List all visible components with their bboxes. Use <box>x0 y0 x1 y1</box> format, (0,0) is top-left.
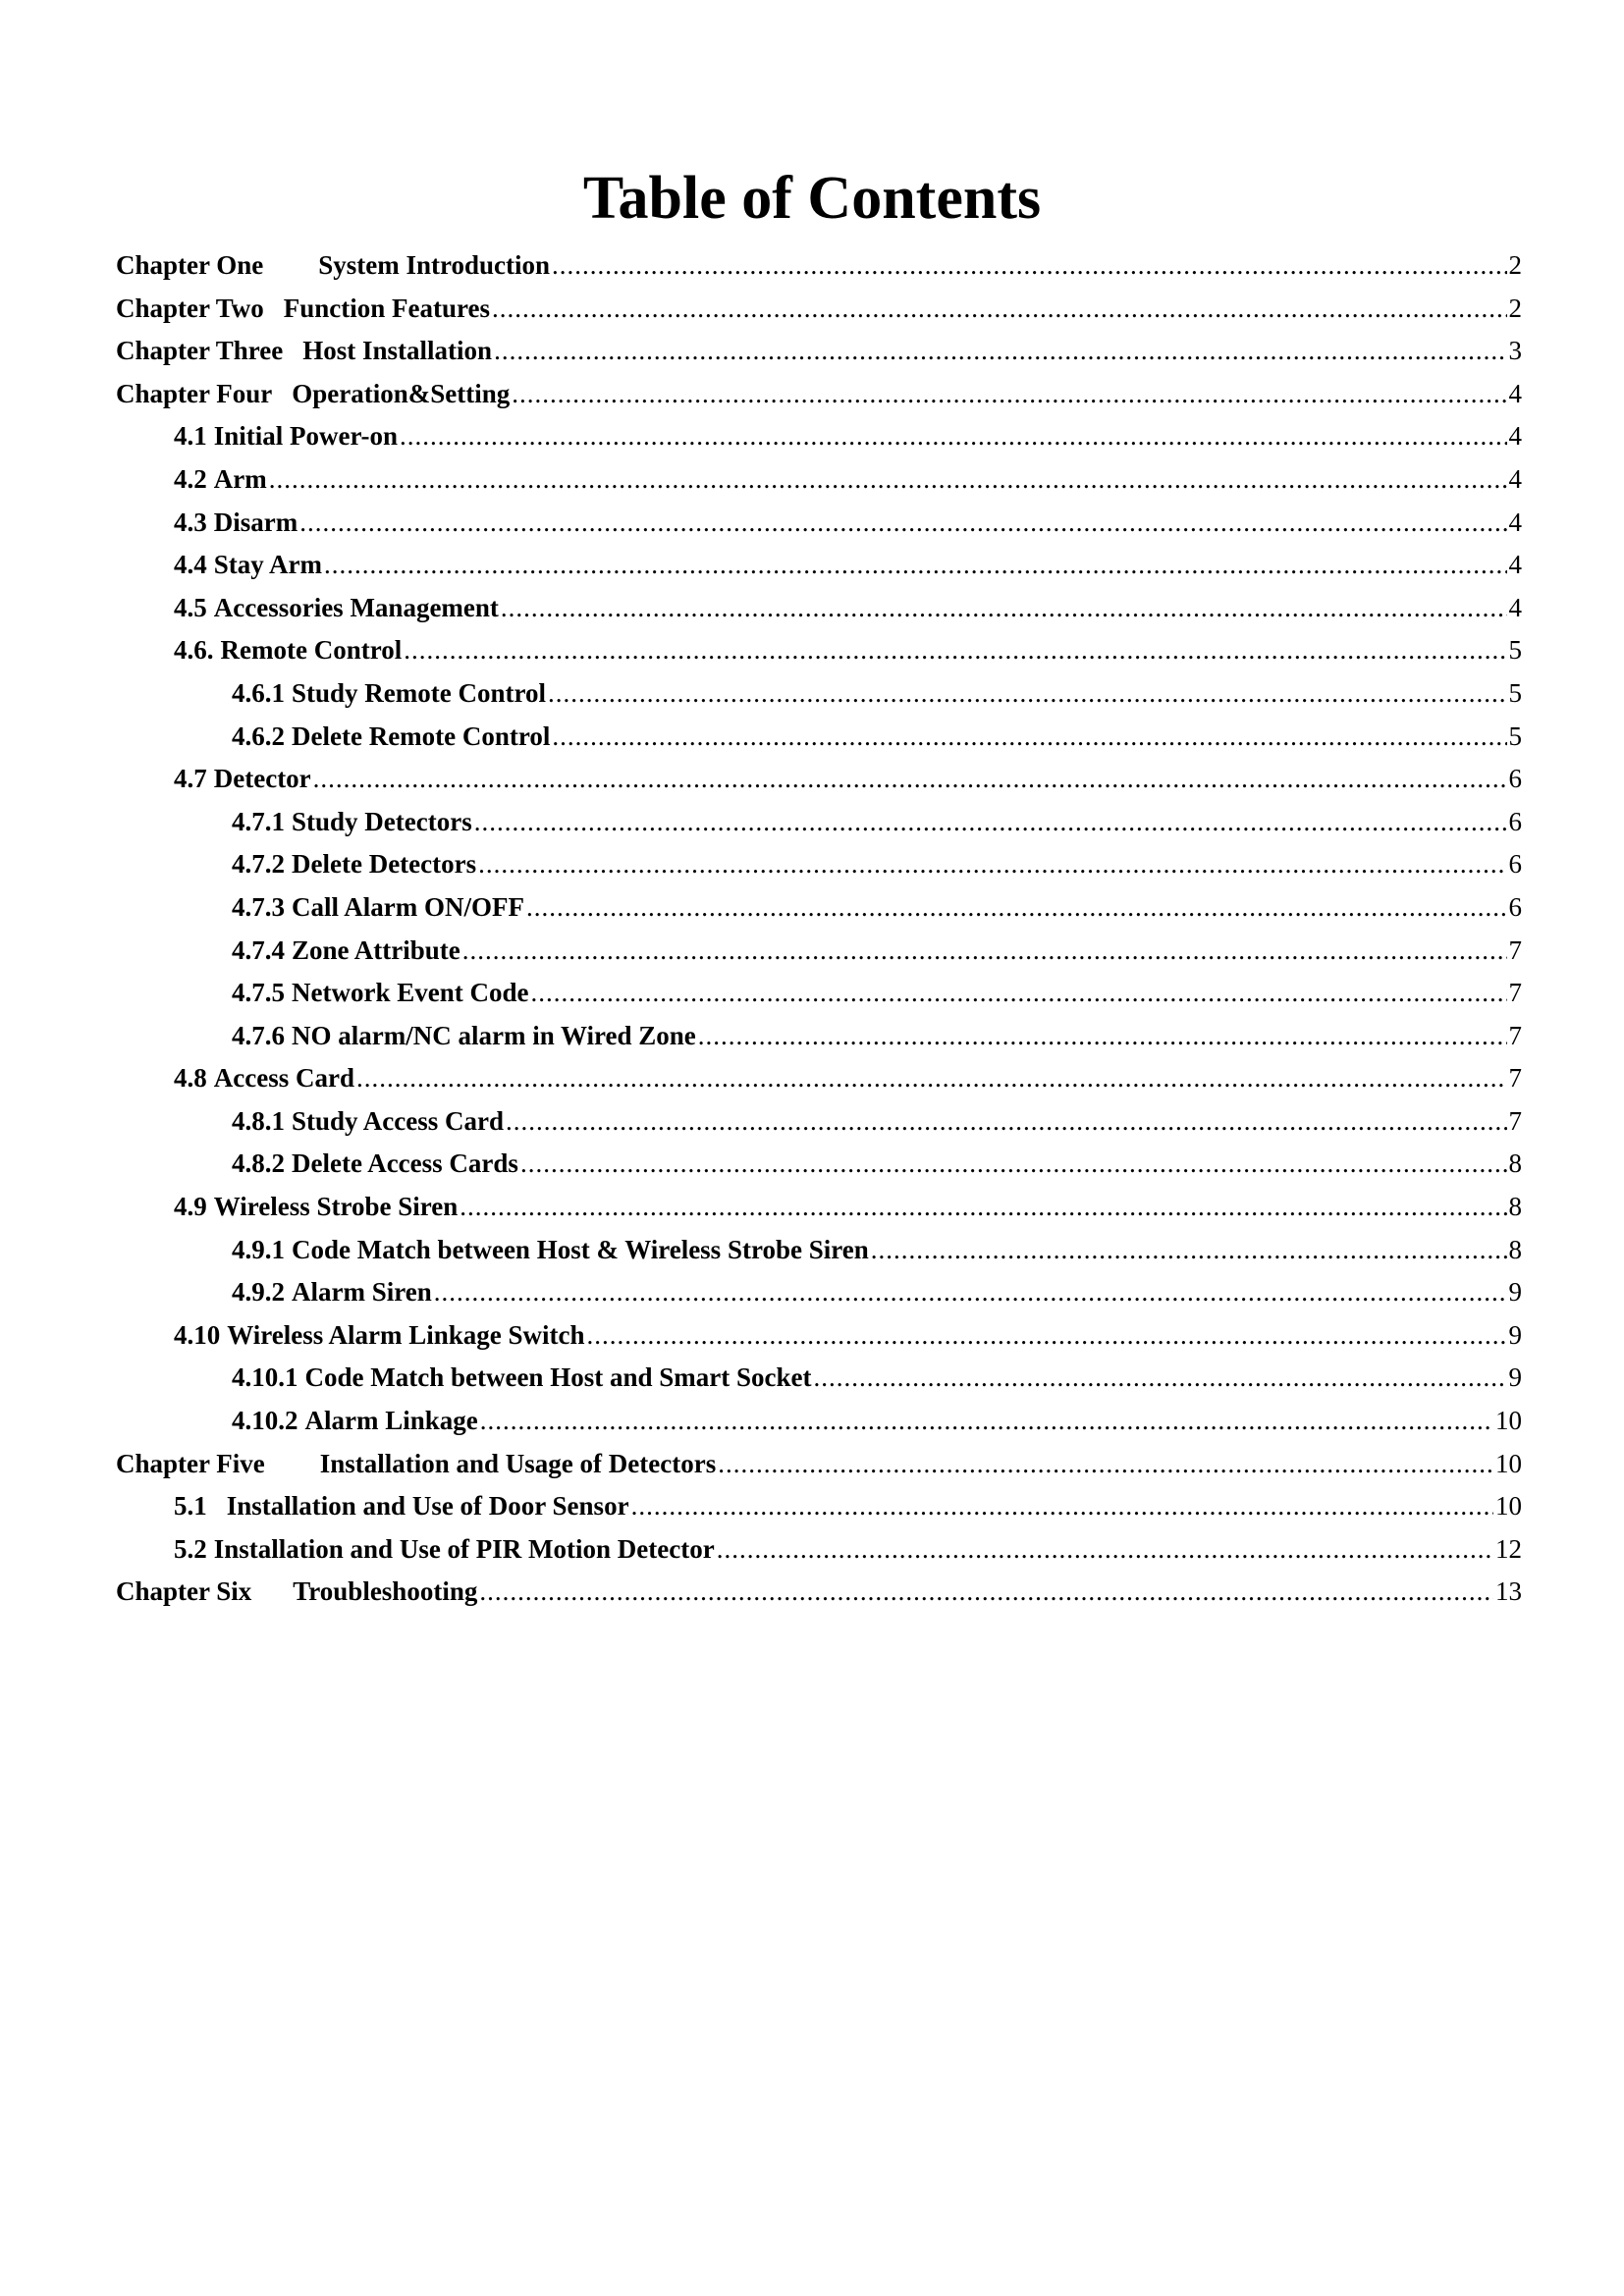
toc-entry[interactable] <box>116 758 1522 801</box>
toc-page-number: 6 <box>1508 806 1522 836</box>
toc-entry-number: Chapter Four <box>116 378 273 408</box>
dot-leader <box>269 458 1507 502</box>
toc-entry-label: Installation and Usage of Detectors <box>319 1448 717 1478</box>
dot-leader <box>492 288 1506 331</box>
toc-entry-title <box>174 415 398 458</box>
toc-page-number: 6 <box>1508 849 1522 880</box>
toc-entry-title <box>232 1229 869 1272</box>
toc-page-number: 6 <box>1508 891 1522 922</box>
toc-entry-number: 4.10.2 <box>232 1406 298 1436</box>
toc-entry-title <box>232 1357 811 1400</box>
toc-page-number: 12 <box>1495 1533 1522 1564</box>
toc-entry-number: Chapter Five <box>116 1448 265 1478</box>
toc-entry[interactable] <box>116 458 1522 502</box>
dot-leader <box>313 758 1507 801</box>
toc-entry-title <box>174 1057 354 1100</box>
toc-entry-label: Study Remote Control <box>292 677 546 708</box>
toc-entry-label: Network Event Code <box>292 978 529 1008</box>
toc-entry-label: Accessories Management <box>213 592 499 622</box>
toc-entry[interactable] <box>116 1443 1522 1486</box>
toc-entry[interactable] <box>116 415 1522 458</box>
dot-leader <box>400 415 1507 458</box>
toc-entry-title <box>174 629 402 672</box>
toc-entry[interactable] <box>116 1571 1522 1614</box>
toc-entry-number: Chapter Three <box>116 336 284 366</box>
toc-page-number: 10 <box>1495 1491 1522 1522</box>
toc-entry-number: 5.2 <box>174 1533 207 1564</box>
toc-entry[interactable] <box>116 843 1522 886</box>
toc-entry[interactable] <box>116 1100 1522 1144</box>
dot-leader <box>548 672 1507 716</box>
toc-entry-label: Delete Access Cards <box>292 1148 518 1179</box>
toc-entry[interactable] <box>116 672 1522 716</box>
toc-entry-title <box>116 373 510 416</box>
toc-entry-number: 4.2 <box>174 463 207 494</box>
toc-entry-title <box>174 758 311 801</box>
toc-entry[interactable] <box>116 373 1522 416</box>
toc-entry-number: 4.9.1 <box>232 1234 285 1264</box>
dot-leader <box>631 1485 1493 1528</box>
toc-entry[interactable] <box>116 1528 1522 1572</box>
toc-page-number: 8 <box>1508 1234 1522 1264</box>
toc-page-number: 2 <box>1508 250 1522 280</box>
toc-entry-title <box>232 716 550 759</box>
toc-entry-title <box>116 1443 716 1486</box>
toc-entry-title <box>232 972 528 1015</box>
dot-leader <box>718 1443 1493 1486</box>
toc-entry-label: Zone Attribute <box>292 934 460 965</box>
toc-entry-title <box>174 1314 585 1358</box>
toc-entry-number: 4.7.3 <box>232 891 285 922</box>
dot-leader <box>501 587 1507 630</box>
toc-page-number: 7 <box>1508 978 1522 1008</box>
dot-leader <box>871 1229 1507 1272</box>
toc-entry[interactable] <box>116 1229 1522 1272</box>
page-title: Table of Contents <box>582 165 1042 232</box>
toc-entry-label: Detector <box>213 764 311 794</box>
toc-page-number: 10 <box>1495 1448 1522 1478</box>
toc-entry[interactable] <box>116 1357 1522 1400</box>
toc-entry[interactable] <box>116 1186 1522 1229</box>
dot-leader <box>480 1400 1493 1443</box>
toc-entry[interactable] <box>116 1485 1522 1528</box>
toc-entry[interactable] <box>116 587 1522 630</box>
toc-entry-label: Study Detectors <box>292 806 472 836</box>
toc-entry-number: 4.7.5 <box>232 978 285 1008</box>
dot-leader <box>404 629 1506 672</box>
toc-entry-label: NO alarm/NC alarm in Wired Zone <box>292 1020 696 1050</box>
toc-entry[interactable] <box>116 886 1522 930</box>
dot-leader <box>506 1100 1506 1144</box>
toc-page-number: 9 <box>1508 1319 1522 1350</box>
toc-entry-title <box>232 672 546 716</box>
toc-entry[interactable] <box>116 629 1522 672</box>
toc-page-number: 5 <box>1508 721 1522 751</box>
toc-entry-label: Installation and Use of PIR Motion Detector <box>213 1533 715 1564</box>
dot-leader <box>587 1314 1507 1358</box>
toc-entry-number: 4.7.2 <box>232 849 285 880</box>
toc-entry-number: 4.8.2 <box>232 1148 285 1179</box>
dot-leader <box>479 1571 1493 1614</box>
toc-entry[interactable] <box>116 330 1522 373</box>
dot-leader <box>299 502 1506 545</box>
toc-entry[interactable] <box>116 1314 1522 1358</box>
toc-page-number: 4 <box>1508 421 1522 452</box>
toc-page-number: 9 <box>1508 1277 1522 1308</box>
toc-entry-title <box>232 886 524 930</box>
toc-page-number: 7 <box>1508 1105 1522 1136</box>
toc-entry-title <box>232 1015 696 1058</box>
toc-entry-title <box>174 1186 458 1229</box>
toc-entry-label: System Introduction <box>318 250 551 280</box>
toc-entry[interactable] <box>116 972 1522 1015</box>
toc-page-number: 8 <box>1508 1148 1522 1179</box>
toc-entry-title <box>174 544 322 587</box>
toc-entry-number: 4.5 <box>174 592 207 622</box>
toc-page-number: 2 <box>1508 293 1522 323</box>
toc-entry-label: Delete Remote Control <box>292 721 551 751</box>
toc-entry-label: Alarm Linkage <box>304 1406 478 1436</box>
toc-entry-title <box>174 458 267 502</box>
toc-entry-number: 4.3 <box>174 507 207 537</box>
toc-entry-number: 5.1 <box>174 1491 207 1522</box>
toc-entry-label: Remote Control <box>220 635 403 666</box>
toc-entry-title <box>232 1400 478 1443</box>
toc-entry[interactable] <box>116 544 1522 587</box>
toc-page-number: 7 <box>1508 934 1522 965</box>
dot-leader <box>494 330 1506 373</box>
dot-leader <box>324 544 1507 587</box>
toc-entry-label: Delete Detectors <box>292 849 477 880</box>
dot-leader <box>717 1528 1493 1572</box>
dot-leader <box>512 373 1506 416</box>
toc-entry-title <box>174 587 499 630</box>
toc-page-number: 10 <box>1495 1406 1522 1436</box>
toc-page-number: 9 <box>1508 1362 1522 1393</box>
toc-entry-title <box>232 930 460 973</box>
toc-page-number: 4 <box>1508 463 1522 494</box>
toc-entry-title <box>116 1571 477 1614</box>
toc-page-number: 6 <box>1508 764 1522 794</box>
dot-leader <box>526 886 1507 930</box>
toc-entry-title <box>174 1528 715 1572</box>
toc-entry-title <box>232 801 472 844</box>
toc-page-number: 3 <box>1508 336 1522 366</box>
toc-entry-label: Operation&Setting <box>292 378 511 408</box>
toc-entry-number: 4.4 <box>174 550 207 580</box>
toc-entry[interactable] <box>116 801 1522 844</box>
toc-entry-number: 4.6.2 <box>232 721 285 751</box>
toc-entry-title <box>174 1485 629 1528</box>
toc-entry-label: Stay Arm <box>213 550 322 580</box>
toc-entry-label: Study Access Card <box>292 1105 505 1136</box>
dot-leader <box>813 1357 1506 1400</box>
toc-entry-label: Host Installation <box>302 336 493 366</box>
toc-entry[interactable] <box>116 1015 1522 1058</box>
toc-page-number: 4 <box>1508 592 1522 622</box>
toc-page-number: 7 <box>1508 1020 1522 1050</box>
toc-entry-number: Chapter One <box>116 250 264 280</box>
toc-entry-label: Function Features <box>283 293 491 323</box>
toc-entry-title <box>232 1100 504 1144</box>
toc-page-number: 4 <box>1508 507 1522 537</box>
toc-entry[interactable] <box>116 288 1522 331</box>
dot-leader <box>552 244 1506 288</box>
toc-page-number: 7 <box>1508 1063 1522 1094</box>
toc-entry[interactable] <box>116 1400 1522 1443</box>
toc-entry-number: 4.8.1 <box>232 1105 285 1136</box>
table-of-contents <box>116 244 1522 1614</box>
toc-entry-number: 4.6.1 <box>232 677 285 708</box>
dot-leader <box>698 1015 1507 1058</box>
toc-entry-label: Code Match between Host and Smart Socket <box>304 1362 812 1393</box>
toc-entry-number: 4.6. <box>174 635 214 666</box>
toc-entry-title <box>232 843 476 886</box>
toc-entry-number: Chapter Six <box>116 1576 252 1607</box>
toc-entry[interactable] <box>116 1271 1522 1314</box>
toc-entry[interactable] <box>116 1057 1522 1100</box>
toc-page-number: 8 <box>1508 1192 1522 1222</box>
toc-entry-title <box>116 288 490 331</box>
dot-leader <box>520 1143 1507 1186</box>
toc-entry-number: 4.7.6 <box>232 1020 285 1050</box>
toc-entry-number: 4.7.4 <box>232 934 285 965</box>
toc-entry-label: Code Match between Host & Wireless Strobe Siren <box>292 1234 869 1264</box>
toc-entry-label: Call Alarm ON/OFF <box>292 891 524 922</box>
dot-leader <box>434 1271 1507 1314</box>
toc-entry[interactable] <box>116 930 1522 973</box>
toc-entry-number: 4.7 <box>174 764 207 794</box>
dot-leader <box>530 972 1506 1015</box>
dot-leader <box>552 716 1506 759</box>
dot-leader <box>462 930 1507 973</box>
toc-entry-label: Access Card <box>213 1063 354 1094</box>
toc-entry[interactable] <box>116 716 1522 759</box>
toc-page-number: 5 <box>1508 677 1522 708</box>
toc-entry-label: Wireless Strobe Siren <box>213 1192 459 1222</box>
toc-entry-number: 4.9.2 <box>232 1277 285 1308</box>
dot-leader <box>474 801 1507 844</box>
dot-leader <box>460 1186 1506 1229</box>
toc-page-number: 13 <box>1495 1576 1522 1607</box>
toc-entry-label: Initial Power-on <box>213 421 398 452</box>
toc-entry[interactable] <box>116 1143 1522 1186</box>
toc-entry-number: 4.8 <box>174 1063 207 1094</box>
toc-entry[interactable] <box>116 244 1522 288</box>
toc-entry-label: Troubleshooting <box>293 1576 478 1607</box>
dot-leader <box>478 843 1506 886</box>
toc-entry-number: 4.7.1 <box>232 806 285 836</box>
toc-entry-number: Chapter Two <box>116 293 264 323</box>
toc-entry-label: Disarm <box>213 507 298 537</box>
toc-entry-label: Installation and Use of Door Sensor <box>226 1491 629 1522</box>
toc-entry-title <box>232 1271 432 1314</box>
toc-entry-number: 4.10.1 <box>232 1362 298 1393</box>
toc-entry-title <box>116 244 550 288</box>
toc-entry-label: Arm <box>213 463 267 494</box>
toc-entry[interactable] <box>116 502 1522 545</box>
dot-leader <box>356 1057 1507 1100</box>
toc-entry-number: 4.9 <box>174 1192 207 1222</box>
toc-page-number: 4 <box>1508 378 1522 408</box>
toc-page-number: 5 <box>1508 635 1522 666</box>
toc-entry-title <box>174 502 298 545</box>
toc-entry-number: 4.10 <box>174 1319 221 1350</box>
toc-entry-title <box>232 1143 518 1186</box>
toc-entry-number: 4.1 <box>174 421 207 452</box>
toc-entry-label: Alarm Siren <box>292 1277 432 1308</box>
toc-entry-title <box>116 330 492 373</box>
toc-entry-label: Wireless Alarm Linkage Switch <box>227 1319 585 1350</box>
toc-page-number: 4 <box>1508 550 1522 580</box>
